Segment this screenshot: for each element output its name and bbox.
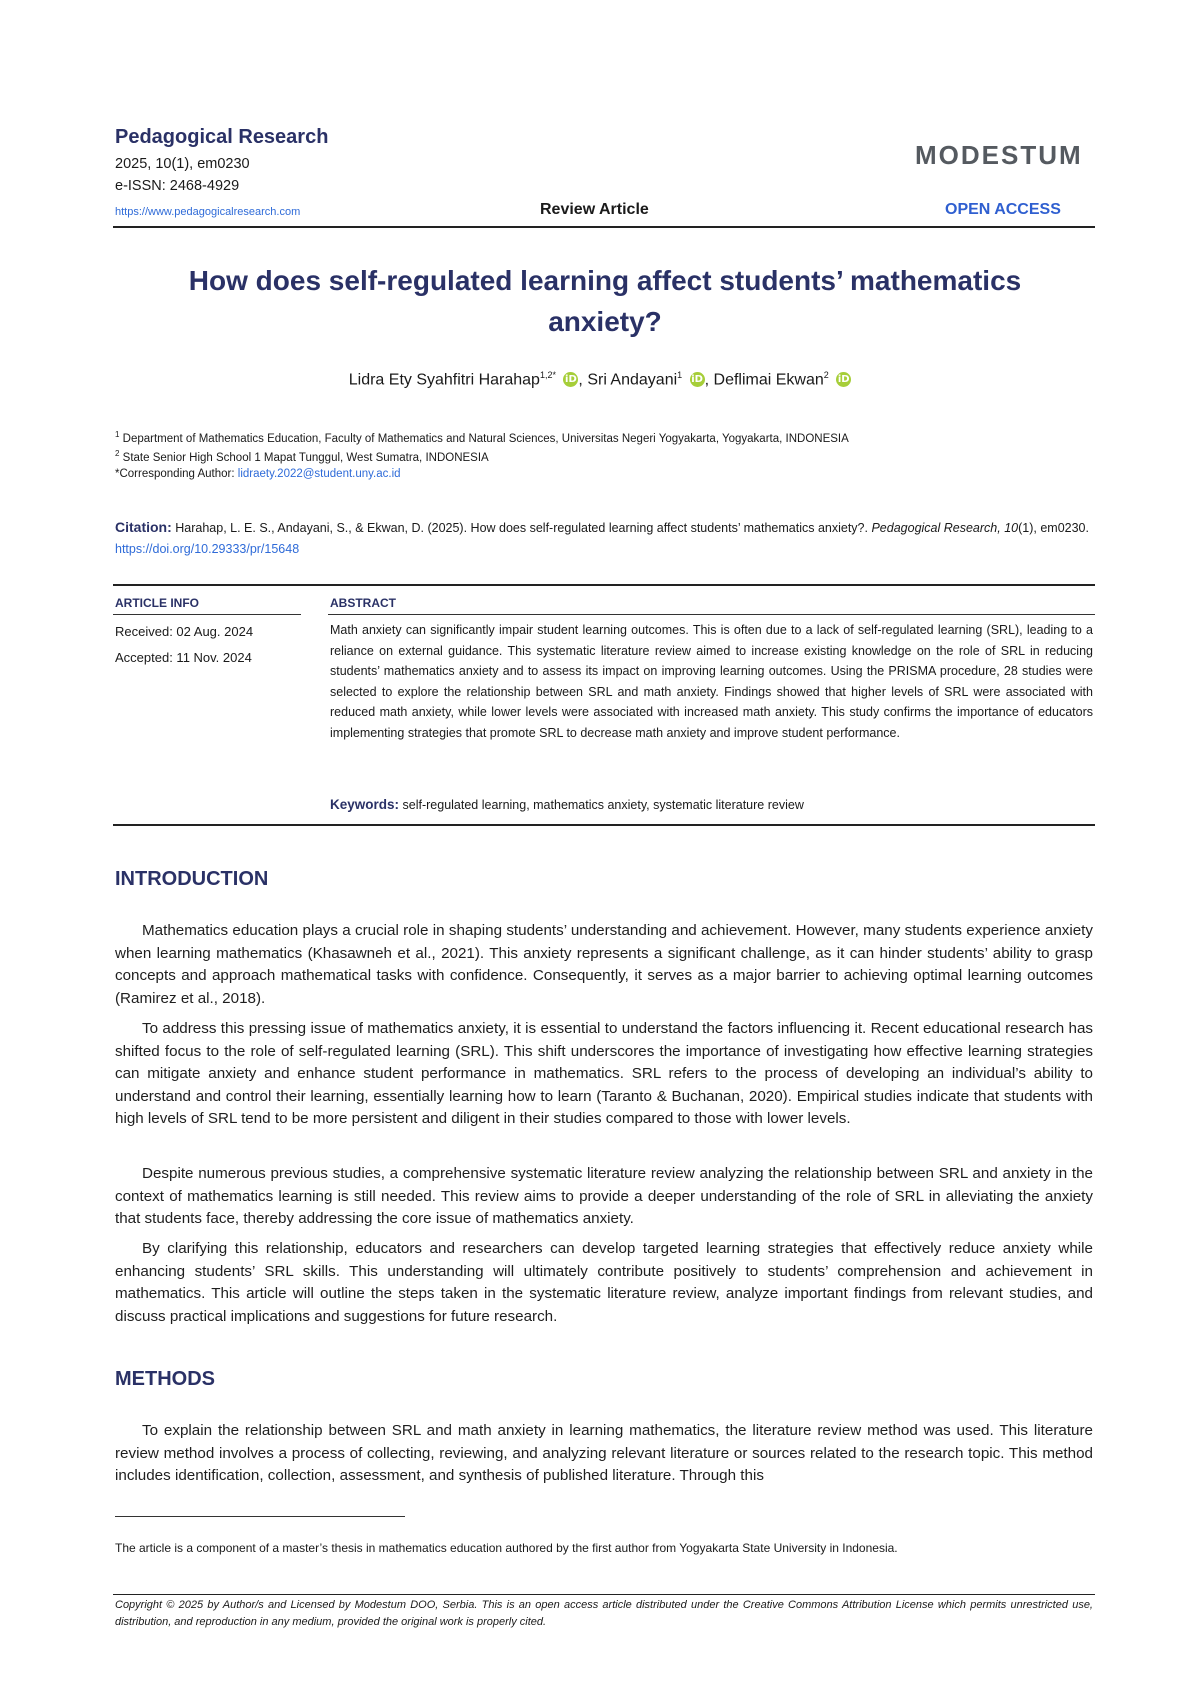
author-sup: 1,2* — [539, 370, 556, 380]
orcid-icon[interactable]: iD — [837, 374, 850, 386]
orcid-icon[interactable]: iD — [565, 374, 577, 386]
introduction-heading: INTRODUCTION — [115, 868, 269, 890]
corresponding-author: *Corresponding Author: lidraety.2022@student.uny.ac.id — [115, 468, 401, 480]
intro-paragraph: By clarifying this relationship, educators and researchers can develop targeted learning strategies that effectively reduce anxiety while enhancing students’ SRL skills. This understanding will ultimately contribute positively to students’ comprehension and achievement in mathematics. This article will outline the steps taken in the systematic literature review, analyze important findings from relevant studies, and discuss practical implications and suggestions for future research. — [115, 1240, 1093, 1325]
intro-paragraph: Despite numerous previous studies, a comprehensive systematic literature review analyzing the relationship between SRL and anxiety in the context of mathematics learning is still needed. This review aims to provide a deeper understanding of the role of SRL in alleviating the anxiety that students face, thereby addressing the core issue of mathematics anxiety. — [115, 1165, 1093, 1227]
publisher-logo: MODESTUM — [915, 140, 1083, 170]
abstract-text: Math anxiety can significantly impair student learning outcomes. This is often due to a lack of self-regulated learning (SRL), leading to a reliance on external guidance. This systematic literature review aimed to increase existing knowledge on the role of SRL in reducing students’ mathematics anxiety and to assess its impact on improving learning outcomes. Using the PRISMA procedure, 28 studies were selected to explore the relationship between SRL and math anxiety. Findings showed that higher levels of SRL were associated with reduced math anxiety, while lower levels were associated with increased math anxiety. This study confirms the importance of educators implementing strategies that promote SRL to decrease math anxiety and improve student performance. — [330, 623, 1093, 740]
corresponding-email-link[interactable]: lidraety.2022@student.uny.ac.id — [237, 468, 401, 480]
copyright-notice: Copyright © 2025 by Author/s and Licensed by Modestum DOO, Serbia. This is an open access article distributed under the Creative Commons Attribution License which permits unrestricted use, distribution, and reproduction in any medium, provided the original work is properly cited. — [115, 1599, 1093, 1628]
keywords-label: Keywords: — [330, 797, 400, 812]
author-sup: 1 — [677, 370, 683, 380]
intro-paragraph: Mathematics education plays a crucial role in shaping students’ understanding and achievement. However, many students experience anxiety when learning mathematics (Khasawneh et al., 2021). This anxiety represents a significant challenge, as it can hinder students’ ability to grasp concepts and approach mathematical tasks with confidence. Consequently, it serves as a major barrier to achieving optimal learning outcomes (Ramirez et al., 2018). — [115, 922, 1093, 1007]
journal-name: Pedagogical Research — [115, 126, 329, 148]
footnote: The article is a component of a master’s thesis in mathematics education authored by the first author from Yogyakarta State University in Indonesia. — [115, 1541, 898, 1555]
methods-heading: METHODS — [115, 1368, 215, 1390]
footnote-rule — [115, 1516, 405, 1517]
issn: e-ISSN: 2468-4929 — [115, 178, 240, 194]
journal-website-link[interactable]: https://www.pedagogicalresearch.com — [115, 206, 301, 218]
abstract-top-rule — [113, 584, 1095, 586]
article-type: Review Article — [540, 201, 649, 218]
citation-block: Citation: Harahap, L. E. S., Andayani, S., & Ekwan, D. (2025). How does self-regulated learning affect students’ mathematics anxiety?. Pedagogical Research, 10(1), em0230. https://doi.org/10.29333/pr/15648 — [115, 519, 1089, 556]
methods-paragraph: To explain the relationship between SRL and math anxiety in learning mathematics, the literature review method was used. This literature review method involves a process of collecting, reviewing, and analyzing relevant literature or sources related to the research topic. This method includes identification, collection, assessment, and synthesis of published literature. Through this — [115, 1422, 1093, 1484]
accepted-date: Accepted: 11 Nov. 2024 — [115, 650, 252, 665]
volume-line: 2025, 10(1), em0230 — [115, 156, 250, 172]
article-info-rule — [113, 614, 301, 615]
affiliation: $^2$ State Senior High School 1 Mapat Tunggul, West Sumatra, INDONESIA — [115, 449, 489, 464]
header-rule — [113, 226, 1095, 228]
author-list: Lidra Ety Syahfitri Harahap$^{1,2*}$ iD , Sri Andayani$^1$ iD , Deflimai Ekwan$^2$ iD — [348, 370, 850, 389]
open-access-badge: OPEN ACCESS — [945, 201, 1061, 218]
author-name: Deflimai Ekwan — [713, 371, 824, 389]
article-info-heading: ARTICLE INFO — [115, 596, 199, 610]
received-date: Received: 02 Aug. 2024 — [115, 624, 254, 639]
author-name: Sri Andayani — [587, 371, 678, 389]
orcid-icon[interactable]: iD — [691, 374, 703, 386]
copyright-rule — [113, 1594, 1095, 1595]
author-sup: 2 — [823, 370, 829, 380]
author-name: Lidra Ety Syahfitri Harahap — [348, 371, 540, 389]
affiliation: $^1$ Department of Mathematics Education, Faculty of Mathematics and Natural Sciences, Universitas Negeri Yogyakarta, Yogyakarta, INDONESIA — [115, 430, 849, 445]
doi-link[interactable]: https://doi.org/10.29333/pr/15648 — [115, 542, 300, 556]
abstract-heading: ABSTRACT — [330, 596, 396, 610]
keywords: Keywords: self-regulated learning, mathematics anxiety, systematic literature review — [330, 797, 804, 812]
intro-paragraph: To address this pressing issue of mathematics anxiety, it is essential to understand the factors influencing it. Recent educational research has shifted focus to the role of self-regulated learning (SRL). This shift underscores the importance of investigating how effective learning strategies can mitigate anxiety and enhance student performance in mathematics. SRL refers to the process of developing an individual’s ability to understand and control their learning, essentially learning how to learn (Taranto & Buchanan, 2020). Empirical studies indicate that students with high levels of SRL tend to be more persistent and diligent in their studies compared to those with lower levels. — [115, 1020, 1093, 1127]
abstract-bottom-rule — [113, 824, 1095, 826]
citation-label: Citation: — [115, 519, 172, 535]
article-title: How does self-regulated learning affect students’ mathematics anxiety? — [188, 265, 1022, 337]
abstract-rule — [328, 614, 1095, 615]
